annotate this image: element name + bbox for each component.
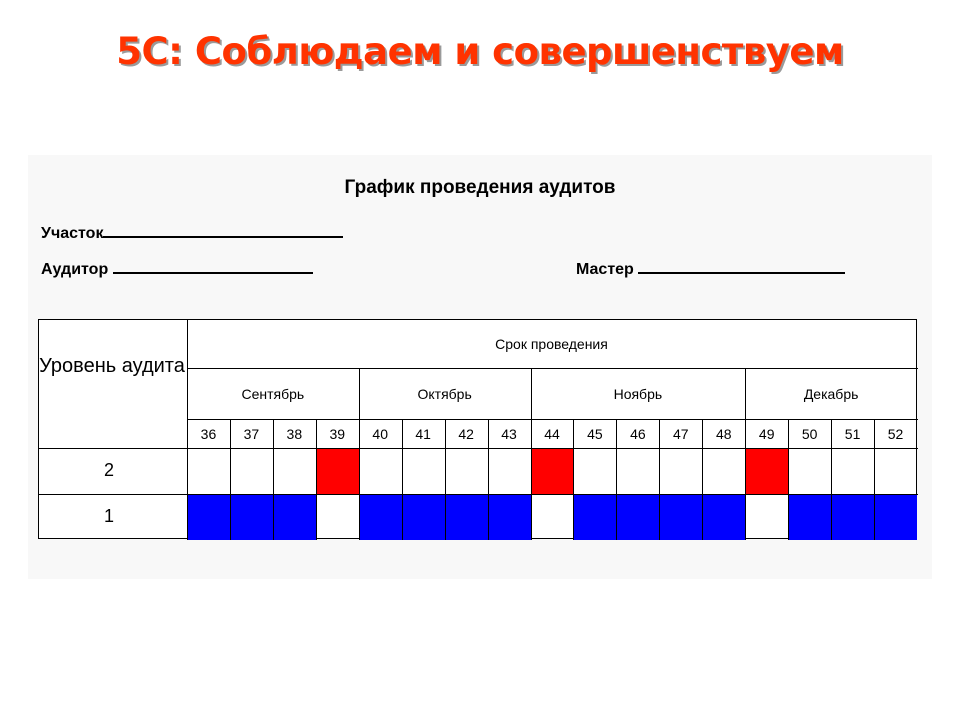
week-number: 45 [587, 425, 603, 442]
level-header: Уровень аудита [39, 355, 185, 377]
grid-line [39, 494, 918, 495]
grid-line [874, 419, 875, 540]
week-number: 52 [887, 425, 904, 442]
week-number: 41 [415, 425, 431, 442]
grid-line [788, 419, 789, 540]
level-1-mark-week-37 [230, 494, 273, 540]
grid-line [187, 368, 918, 369]
level-1-mark-week-40 [359, 494, 402, 540]
grid-line [616, 419, 617, 540]
grid-line [273, 419, 274, 540]
auditor-label: Аудитор [41, 261, 109, 278]
grid-line [445, 419, 446, 540]
slide-title: 5С: Соблюдаем и совершенствуем [116, 30, 844, 73]
section-label: Участок [41, 225, 104, 242]
grid-line [187, 419, 918, 420]
week-number: 37 [243, 425, 260, 442]
level-1-mark-week-45 [573, 494, 616, 540]
grid-line [402, 419, 403, 540]
level-2-mark-week-49 [745, 448, 788, 494]
level-label: 1 [89, 502, 129, 530]
week-number: 42 [458, 425, 474, 442]
level-label: 2 [89, 456, 129, 484]
week-number: 51 [844, 425, 861, 442]
grid-line [230, 419, 231, 540]
grid-line [39, 448, 918, 449]
auditor-field [41, 258, 313, 279]
grid-line [745, 368, 746, 419]
level-1-mark-week-51 [831, 494, 874, 540]
level-1-mark-week-42 [445, 494, 488, 540]
month-label: Октябрь [417, 385, 472, 402]
level-1-mark-week-36 [187, 494, 230, 540]
section-blank [103, 222, 343, 238]
grid-line [359, 419, 360, 540]
grid-line [531, 368, 532, 419]
level-1-mark-week-47 [659, 494, 702, 540]
grid-line [359, 368, 360, 419]
auditor-blank [113, 258, 313, 274]
level-1-mark-week-48 [702, 494, 745, 540]
level-1-mark-week-43 [488, 494, 531, 540]
grid-line [745, 419, 746, 540]
form-title: График проведения аудитов [344, 177, 616, 198]
period-header: Срок проведения [495, 336, 608, 352]
master-field [576, 258, 845, 279]
month-label: Сентябрь [241, 385, 305, 402]
level-1-mark-week-38 [273, 494, 316, 540]
week-number: 43 [501, 425, 517, 442]
week-number: 46 [630, 425, 646, 442]
week-number: 44 [544, 425, 560, 442]
level-1-mark-week-52 [874, 494, 917, 540]
grid-line [316, 419, 317, 540]
grid-line [531, 419, 532, 540]
level-2-mark-week-44 [531, 448, 574, 494]
month-label: Ноябрь [613, 385, 663, 402]
week-number: 40 [372, 425, 388, 442]
grid-line [573, 419, 574, 540]
audit-schedule-table [38, 319, 917, 539]
grid-line [702, 419, 703, 540]
week-number: 49 [758, 425, 775, 442]
grid-line [831, 419, 832, 540]
master-label: Мастер [576, 261, 634, 278]
grid-line [488, 419, 489, 540]
week-number: 38 [286, 425, 303, 442]
week-number: 48 [715, 425, 732, 442]
level-1-mark-week-46 [616, 494, 659, 540]
section-field [41, 222, 343, 243]
level-1-mark-week-41 [402, 494, 445, 540]
level-2-mark-week-39 [316, 448, 359, 494]
week-number: 47 [673, 425, 689, 442]
week-number: 36 [200, 425, 217, 442]
grid-line [659, 419, 660, 540]
master-blank [638, 258, 845, 274]
week-number: 39 [329, 425, 346, 442]
month-label: Декабрь [803, 385, 859, 402]
grid-line [187, 320, 188, 540]
week-number: 50 [801, 425, 818, 442]
level-1-mark-week-50 [788, 494, 831, 540]
